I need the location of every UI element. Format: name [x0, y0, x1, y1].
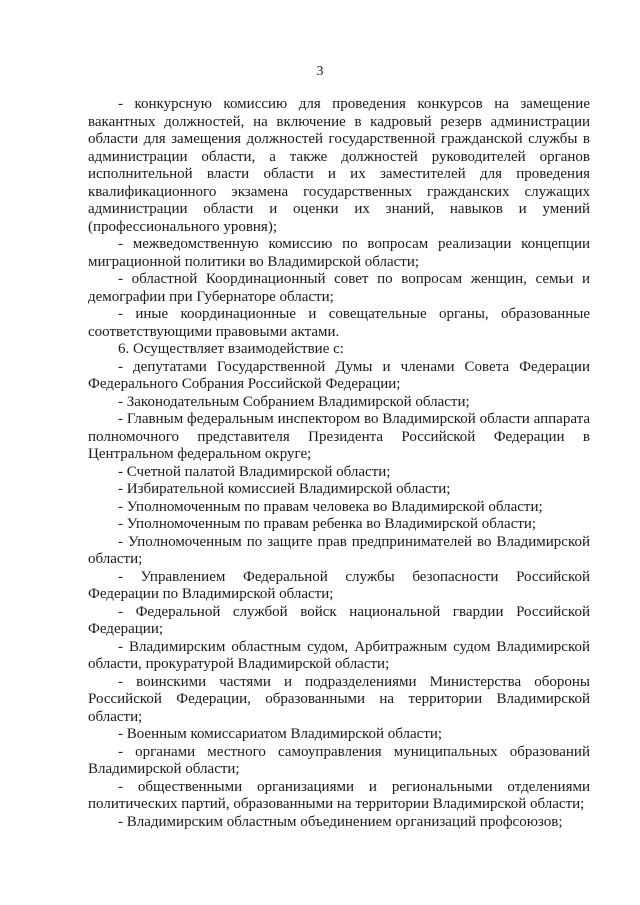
paragraph: - Военным комиссариатом Владимирской области; [118, 726, 443, 742]
paragraph: - Счетной палатой Владимирской области; [118, 463, 391, 480]
paragraph: - Управлением Федеральной службы безопасности Российской Федерации по Владимирской области; [88, 568, 590, 602]
paragraph: - Федеральной службой войск национальной гвардии Российской Федерации; [88, 603, 590, 637]
paragraph: - органами местного самоуправления муниципальных образований Владимирской области; [88, 743, 590, 777]
paragraph: - общественными организациями и региональными отделениями политических партий, образованными на территории Владимирской области; [88, 778, 590, 812]
paragraph: - Законодательным Собранием Владимирской области; [118, 393, 470, 410]
paragraph: - Уполномоченным по защите прав предпринимателей во Владимирской области; [88, 533, 590, 567]
document-body [88, 96, 590, 831]
paragraph: - Избирательной комиссией Владимирской области; [118, 481, 451, 497]
paragraph: - конкурсную комиссию для проведения конкурсов на замещение вакантных должностей, на включение в кадровый резерв администрации области для замещения должностей государственной гражданской службы в администрации области, а также должностей руководителей органов исполнительной власти области и их заместителей для проведения квалификационного экзамена государственных гражданских служащих администрации области и оценки их знаний, навыков и умений (профессионального уровня); [88, 96, 590, 235]
paragraph: - Уполномоченным по правам человека во Владимирской области; [118, 498, 543, 515]
paragraph: - областной Координационный совет по вопросам женщин, семьи и демографии при Губернаторе области; [88, 271, 590, 305]
paragraph: - депутатами Государственной Думы и членами Совета Федерации Федерального Собрания Российской Федерации; [88, 358, 590, 392]
paragraph: - иные координационные и совещательные органы, образованные соответствующими правовыми актами. [88, 306, 590, 340]
paragraph: - Уполномоченным по правам ребенка во Владимирской области; [118, 516, 537, 532]
paragraph: - Владимирским областным судом, Арбитражным судом Владимирской области, прокуратурой Владимирской области; [88, 638, 590, 672]
paragraph: - Владимирским областным объединением организаций профсоюзов; [118, 813, 563, 830]
page-number: 3 [316, 64, 324, 79]
section-heading: 6. Осуществляет взаимодействие с: [118, 341, 344, 357]
paragraph: - воинскими частями и подразделениями Министерства обороны Российской Федерации, образованными на территории Владимирской области; [88, 673, 590, 725]
paragraph: - межведомственную комиссию по вопросам реализации концепции миграционной политики во Владимирской области; [88, 236, 590, 270]
paragraph: - Главным федеральным инспектором во Владимирской области аппарата полномочного представителя Президента Российской Федерации в Центральном федеральном округе; [88, 411, 590, 462]
